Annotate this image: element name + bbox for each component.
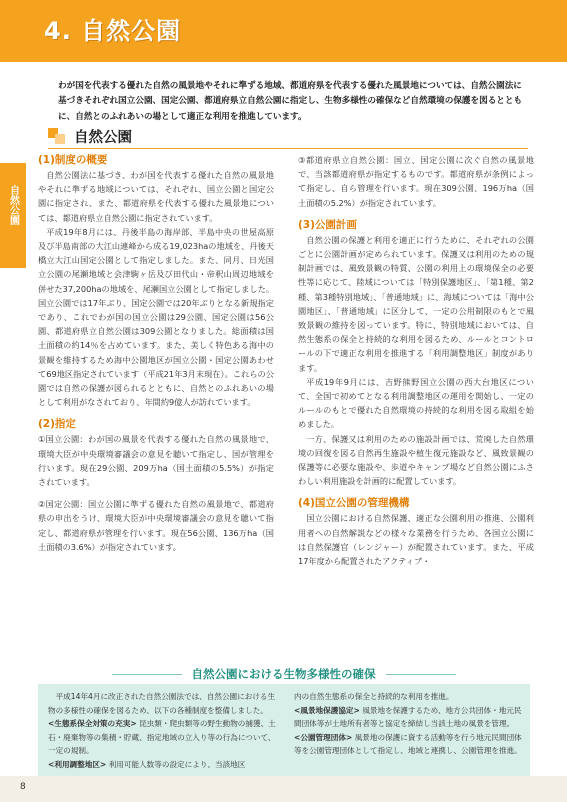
box-item-text: 風景地の保護に資する活動等を行う地元民間団体等を公園管理団体として指定し、地域と連携し、公園管理を推進。 bbox=[294, 732, 522, 756]
page-header bbox=[0, 0, 567, 62]
heading-designation: (2)指定 bbox=[38, 418, 76, 431]
box-item-label: <風景地保護協定> bbox=[294, 705, 360, 715]
page-footer bbox=[0, 776, 567, 802]
page-title: 4. 自然公園 bbox=[44, 17, 182, 45]
paragraph: 平成19年8月には、丹後半島の海岸部、半島中央の世屋高原及び半島南部の大江山連峰から成る19,023haの地域を、丹後天橋立大江山国定公園として指定しました。また、同月、日光国立公園の尾瀬地域と会津駒ヶ岳及び田代山・帝釈山周辺地域を併せた37,200haの地域を、尾瀬国立公園として指定しました。国立公園では17年ぶり、国定公園では20年ぶりとなる新規指定であり、これでわが国の国立公園は29公園、国定公園は56公園、都道府県立自然公園は309公園となりました。総面積は国土面積の約14％を占めています。また、美しく特色ある海中の景観を維持するため海中公園地区が国立公園・国定公園あわせて69地区指定されています（平成21年3月末現在）。これらの公園では自然の保護が図られるとともに、自然とのふれあいの場として利用がなされており、年間約9億人が訪れています。 bbox=[38, 226, 274, 408]
left-column bbox=[38, 153, 274, 554]
paragraph: 自然公園の保護と利用を適正に行うために、それぞれの公園ごとに公園計画が定められています。保護又は利用のための規制計画では、風致景観の特質、公園の利用上の環境保全の必要性等に応じて、陸域については「特別保護地区」、「第1種、第2種、第3種特別地域」、「普通地域」に、海域については「海中公園地区」、「普通地域」に区分して、一定の公用制限のもとで風致景観の維持を図っています。特に、特別地域においては、自然生態系の保全と持続的な利用を図るため、ルールとコントロールの下で適正な利用を推進する「利用調整地区」制度があります。 bbox=[298, 234, 534, 373]
heading-park-plan: (3)公園計画 bbox=[298, 218, 357, 231]
box-item-text: 利用可能人数等の設定により、当該地区 bbox=[108, 759, 246, 769]
box-title bbox=[0, 666, 567, 682]
side-tab bbox=[0, 163, 26, 268]
intro-text: わが国を代表する優れた自然の風景地やそれに準ずる地域、都道府県を代表する優れた風景地については、自然公園法に基づきそれぞれ国立公園、国定公園、都道府県立自然公園に指定し、生物多様性の確保など自然環境の保護を図るとともに、自然とのふれあいの場として適正な利用を推進しています。 bbox=[58, 81, 523, 122]
box-item-label: <生態系保全対策の充実> bbox=[48, 719, 137, 729]
box-left-column bbox=[48, 690, 276, 772]
box-item bbox=[48, 717, 276, 758]
right-column bbox=[298, 153, 534, 568]
box-right-column bbox=[294, 690, 522, 758]
section-heading bbox=[48, 126, 132, 146]
heading-management: (4)国立公園の管理機構 bbox=[298, 497, 410, 510]
box-title-text: 自然公園における生物多様性の確保 bbox=[191, 667, 376, 681]
title-rule-right bbox=[386, 674, 456, 675]
paragraph: ①国立公園：わが国の風景を代表する優れた自然の風景地で、環境大臣が中央環境審議会の意見を聴いて指定し、国が管理を行います。現在29公園、209万ha（国土面積の5.5%）が指定されています。 bbox=[38, 434, 274, 488]
biodiversity-box bbox=[38, 684, 530, 778]
paragraph: 国立公園における自然保護、適正な公園利用の推進、公園利用者への自然解説などの様々な業務を行うため、各国立公園には自然保護官（レンジャー）が配置されています。また、平成17年度から配置されたアクティブ・ bbox=[298, 513, 534, 567]
box-item bbox=[294, 704, 522, 731]
page-number: 8 bbox=[20, 782, 26, 792]
side-tab-label: 自然公園 bbox=[7, 185, 19, 225]
paragraph: ③都道府県立自然公園：国立、国定公園に次ぐ自然の風景地で、当該都道府県が指定するものです。都道府県が条例によって指定し、自ら管理を行います。現在309公園、196万ha（国土面積の5.2%）が指定されています。 bbox=[298, 155, 534, 208]
box-paragraph: 内の自然生態系の保全と持続的な利用を推進。 bbox=[294, 692, 454, 701]
title-rule-left bbox=[112, 674, 182, 675]
box-item bbox=[48, 758, 276, 772]
paragraph: 平成19年9月には、吉野熊野国立公園の西大台地区について、全国で初めてとなる利用調整地区の運用を開始し、一定のルールのもとで優れた自然環境の持続的な利用を図る取組を始めました。 bbox=[298, 376, 534, 430]
box-item-label: <利用調整地区> bbox=[48, 759, 107, 769]
box-paragraph: 平成14年4月に改正された自然公園法では、自然公園における生物の多様性の確保を図るため、以下の各種制度を整備しました。 bbox=[48, 692, 276, 715]
section-square-icon bbox=[48, 128, 66, 144]
box-item-text: 風景地を保護するため、地方公共団体・地元民間団体等が土地所有者等と協定を締結し当該土地の風景を管理。 bbox=[294, 705, 522, 729]
paragraph: 一方、保護又は利用のための施設計画では、荒廃した自然環境の回復を図る自然再生施設や植生復元施設など、風致景観の保護等に必要な施設や、歩道やキャンプ場など自然公園にふさわしい利用施設を計画的に配置しています。 bbox=[298, 433, 534, 487]
paragraph: ②国定公園：国立公園に準ずる優れた自然の風景地で、都道府県の申出をうけ、環境大臣が中央環境審議会の意見を聴いて指定し、都道府県が管理を行います。現在56公園、136万ha（国土面積の3.6%）が指定されています。 bbox=[38, 499, 274, 552]
box-item-label: <公園管理団体> bbox=[294, 732, 353, 742]
paragraph: 自然公園法に基づき、わが国を代表する優れた自然の風景地やそれに準ずる地域については、それぞれ、国立公園と国定公園に指定され、また、都道府県を代表する優れた風景地については、都道府県立自然公園に指定されています。 bbox=[38, 170, 274, 223]
heading-system-overview: (1)制度の概要 bbox=[38, 154, 108, 166]
box-item-text: 昆虫類・爬虫類等の野生動物の捕獲、土石・廃棄物等の集積・貯蔵、指定地域の立入り等の行為について、一定の規制。 bbox=[48, 719, 276, 756]
section-title: 自然公園 bbox=[74, 129, 132, 146]
box-item bbox=[294, 731, 522, 758]
section-divider bbox=[48, 148, 528, 149]
